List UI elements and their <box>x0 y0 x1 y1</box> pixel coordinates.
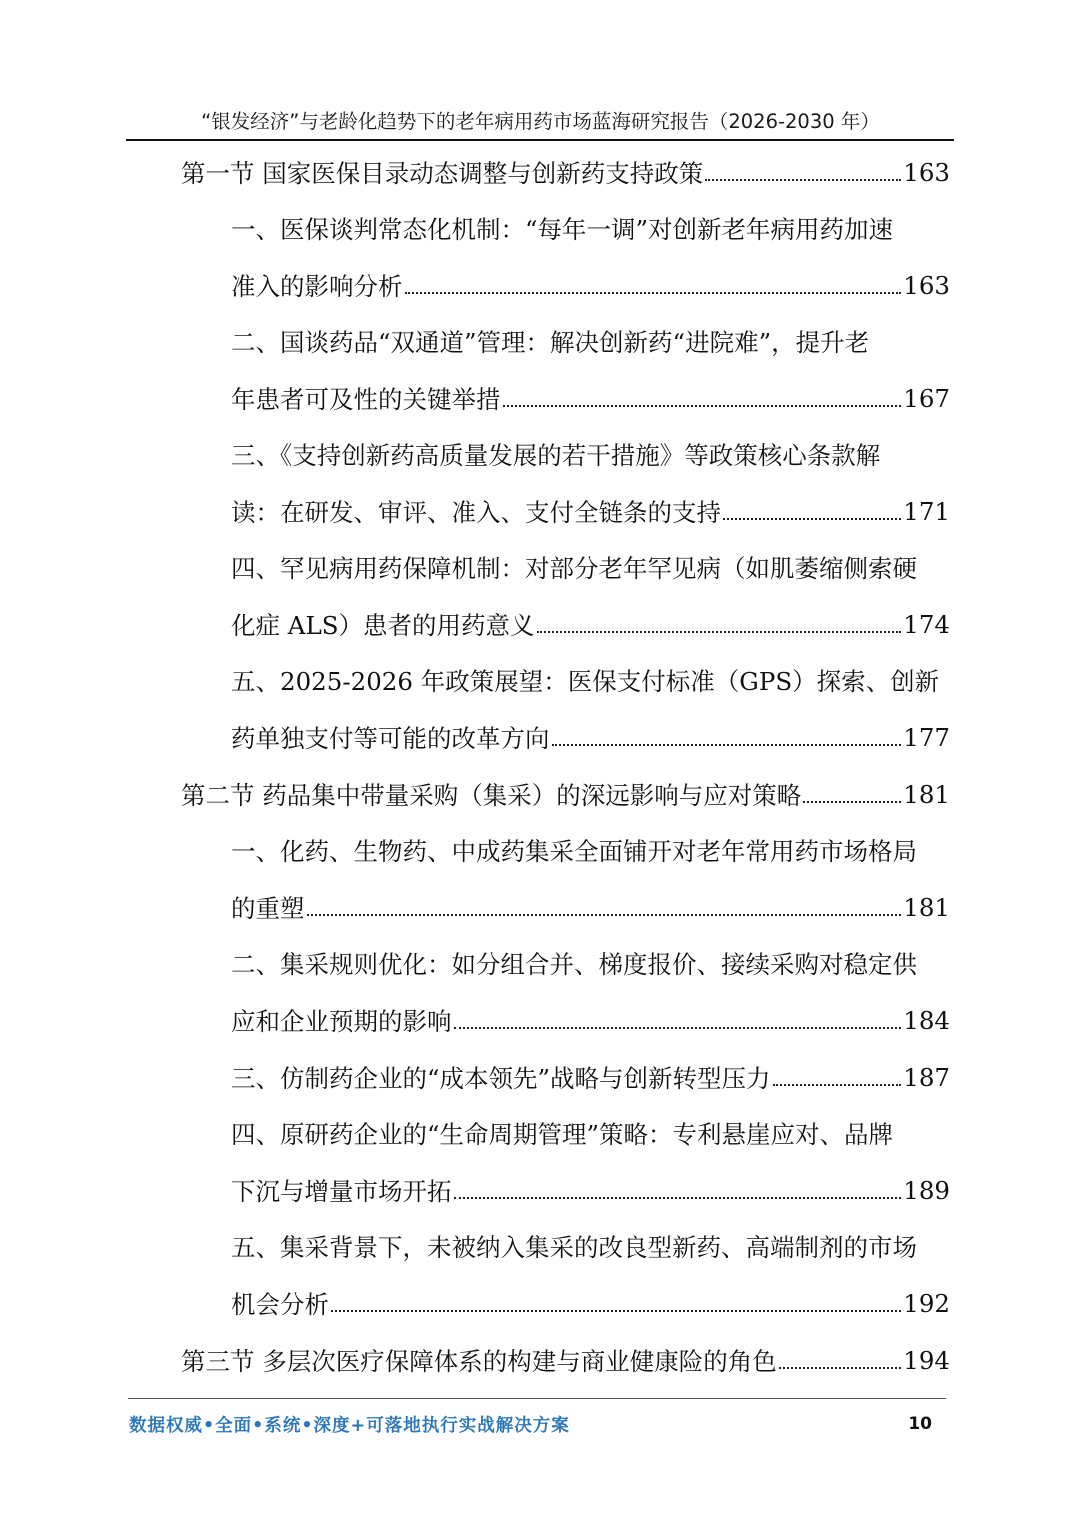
toc-entry-section-2[interactable] <box>181 774 950 814</box>
toc-page-number: 194 <box>903 1345 950 1375</box>
toc-entry-text: 三、《支持创新药高质量发展的若干措施》等政策核心条款解 <box>231 440 881 470</box>
toc-page-number: 177 <box>903 722 950 752</box>
toc-entry-text: 化症 ALS）患者的用药意义 <box>231 610 535 640</box>
toc-entry-text: 五、2025-2026 年政策展望：医保支付标准（GPS）探索、创新 <box>231 666 940 696</box>
dot-leader <box>705 179 901 181</box>
toc-entry-item[interactable] <box>231 830 951 870</box>
toc-entry-text: 五、集采背景下，未被纳入集采的改良型新药、高端制剂的市场 <box>231 1232 917 1262</box>
dot-leader <box>331 1310 901 1312</box>
toc-page-number: 189 <box>903 1175 950 1205</box>
toc-entry-text: 年患者可及性的关键举措 <box>231 384 501 414</box>
dot-leader <box>405 292 902 294</box>
toc-entry-text: 四、原研药企业的“生命周期管理”策略：专利悬崖应对、品牌 <box>231 1119 894 1149</box>
toc-entry-section-1[interactable] <box>181 152 950 192</box>
toc-page-number: 181 <box>903 892 950 922</box>
toc-entry-item[interactable] <box>231 1057 950 1097</box>
toc-entry-item[interactable] <box>231 660 951 700</box>
dot-leader <box>503 405 902 407</box>
dot-leader <box>552 744 902 746</box>
toc-page-number: 187 <box>903 1062 950 1092</box>
toc-entry-item-continuation[interactable] <box>231 887 950 927</box>
toc-entry-item[interactable] <box>231 434 951 474</box>
toc-entry-text: 第一节 国家医保目录动态调整与创新药支持政策 <box>181 158 704 188</box>
dot-leader <box>537 631 902 633</box>
toc-entry-item[interactable] <box>231 1113 951 1153</box>
toc-page-number: 174 <box>903 609 950 639</box>
toc-entry-item-continuation[interactable] <box>231 1283 950 1323</box>
toc-entry-item[interactable] <box>231 208 951 248</box>
report-header-title: “银发经济”与老龄化趋势下的老年病用药市场蓝海研究报告（2026-2030 年） <box>201 110 880 133</box>
toc-page-number: 163 <box>903 157 950 187</box>
toc-entry-text: 二、国谈药品“双通道”管理：解决创新药“进院难”，提升老 <box>231 327 870 357</box>
toc-entry-item[interactable] <box>231 943 951 983</box>
toc-entry-text: 一、医保谈判常态化机制：“每年一调”对创新老年病用药加速 <box>231 214 894 244</box>
toc-entry-text: 第三节 多层次医疗保障体系的构建与商业健康险的角色 <box>181 1346 777 1376</box>
footer-slogan: 数据权威•全面•系统•深度+可落地执行实战解决方案 <box>129 1416 570 1436</box>
toc-entry-text: 机会分析 <box>231 1289 329 1319</box>
toc-entry-text: 一、化药、生物药、中成药集采全面铺开对老年常用药市场格局 <box>231 836 917 866</box>
toc-entry-text: 四、罕见病用药保障机制：对部分老年罕见病（如肌萎缩侧索硬 <box>231 553 917 583</box>
dot-leader <box>773 1084 902 1086</box>
toc-page-number: 171 <box>903 496 950 526</box>
toc-entry-item-continuation[interactable] <box>231 1000 950 1040</box>
toc-page-number: 163 <box>903 270 950 300</box>
toc-entry-text: 三、仿制药企业的“成本领先”战略与创新转型压力 <box>231 1063 771 1093</box>
toc-entry-item-continuation[interactable] <box>231 1170 950 1210</box>
toc-entry-item-continuation[interactable] <box>231 265 950 305</box>
toc-entry-text: 应和企业预期的影响 <box>231 1006 452 1036</box>
dot-leader <box>779 1367 901 1369</box>
dot-leader <box>454 1027 902 1029</box>
toc-entry-text: 第二节 药品集中带量采购（集采）的深远影响与应对策略 <box>181 780 802 810</box>
toc-entry-text: 下沉与增量市场开拓 <box>231 1176 452 1206</box>
dot-leader <box>454 1197 902 1199</box>
toc-page-number: 181 <box>903 779 950 809</box>
dot-leader <box>307 914 902 916</box>
toc-entry-item-continuation[interactable] <box>231 717 950 757</box>
toc-entry-item[interactable] <box>231 321 951 361</box>
toc-entry-item-continuation[interactable] <box>231 378 950 418</box>
toc-page-number: 184 <box>903 1005 950 1035</box>
toc-entry-text: 药单独支付等可能的改革方向 <box>231 723 550 753</box>
toc-entry-section-3[interactable] <box>181 1340 950 1380</box>
toc-entry-item[interactable] <box>231 1226 951 1266</box>
toc-entry-item-continuation[interactable] <box>231 604 950 644</box>
toc-entry-text: 二、集采规则优化：如分组合并、梯度报价、接续采购对稳定供 <box>231 949 917 979</box>
toc-page-number: 192 <box>903 1288 950 1318</box>
dot-leader <box>723 518 901 520</box>
toc-entry-item-continuation[interactable] <box>231 491 950 531</box>
dot-leader <box>803 801 901 803</box>
footer-divider <box>128 1398 946 1399</box>
toc-page-number: 167 <box>903 383 950 413</box>
toc-entry-item[interactable] <box>231 547 951 587</box>
toc-entry-text: 的重塑 <box>231 893 305 923</box>
page-number: 10 <box>908 1414 932 1434</box>
toc-entry-text: 读：在研发、审评、准入、支付全链条的支持 <box>231 497 721 527</box>
toc-entry-text: 准入的影响分析 <box>231 271 403 301</box>
